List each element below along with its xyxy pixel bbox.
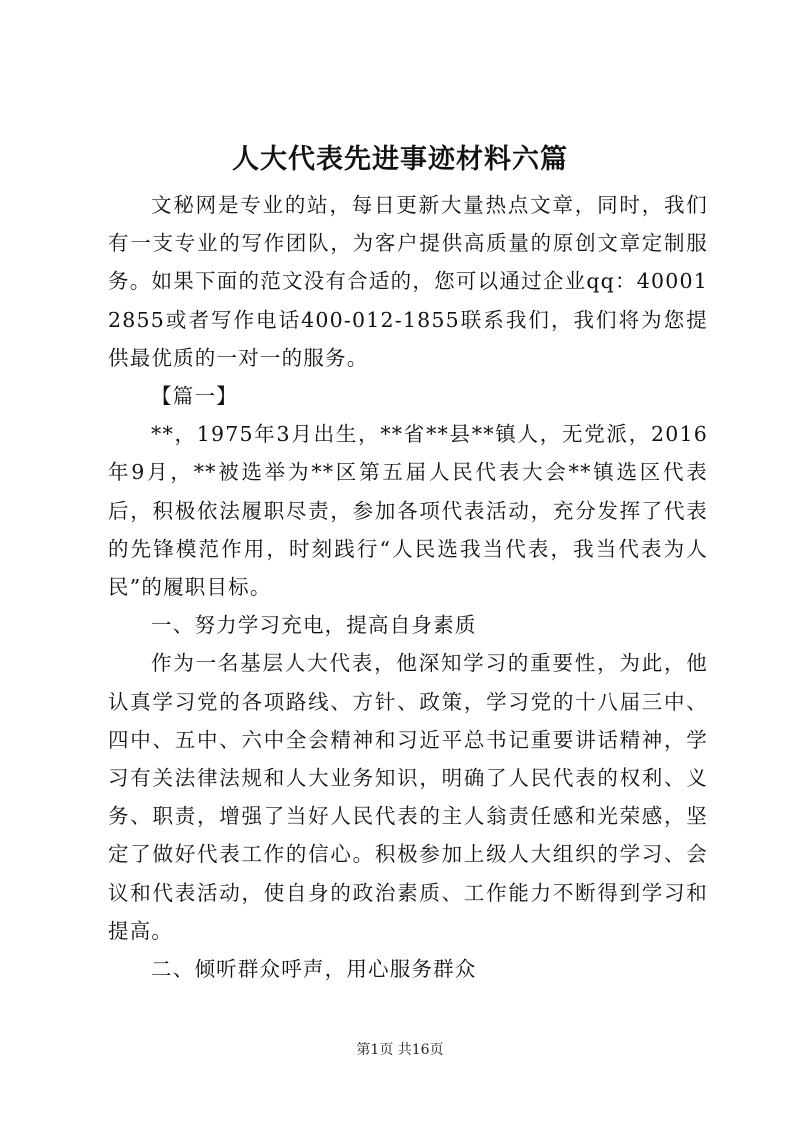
intro-paragraph: 文秘网是专业的站，每日更新大量热点文章，同时，我们有一支专业的写作团队，为客户提供高质量的原创文章定制服务。如果下面的范文没有合适的，您可以通过企业qq：400012855或者写作电话400-012-1855联系我们，我们将为您提供最优质的一对一的服务。 bbox=[108, 193, 708, 370]
document-body bbox=[108, 186, 708, 988]
subheading-study: 一、努力学习充电，提高自身素质 bbox=[151, 613, 477, 638]
section-heading-part-one: 【篇一】 bbox=[151, 384, 238, 409]
profile-paragraph: **，1975年3月出生，**省**县**镇人，无党派，2016年9月，**被选举为**区第五届人民代表大会**镇选区代表后，积极依法履职尽责，参加各项代表活动，充分发挥了代表的先锋模范作用，时刻践行“人民选我当代表，我当代表为人民”的履职目标。 bbox=[108, 422, 708, 600]
document-title: 人大代表先进事迹材料六篇 bbox=[232, 144, 568, 175]
study-paragraph: 作为一名基层人大代表，他深知学习的重要性，为此，他认真学习党的各项路线、方针、政策，学习党的十八届三中、四中、五中、六中全会精神和习近平总书记重要讲话精神，学习有关法律法规和人大业务知识，明确了人民代表的权利、义务、职责，增强了当好人民代表的主人翁责任感和光荣感，坚定了做好代表工作的信心。积极参加上级人大组织的学习、会议和代表活动，使自身的政治素质、工作能力不断得到学习和提高。 bbox=[108, 651, 708, 943]
page-number-footer: 第1页 共16页 bbox=[356, 1042, 444, 1058]
subheading-serve-masses: 二、倾听群众呼声，用心服务群众 bbox=[151, 957, 477, 982]
